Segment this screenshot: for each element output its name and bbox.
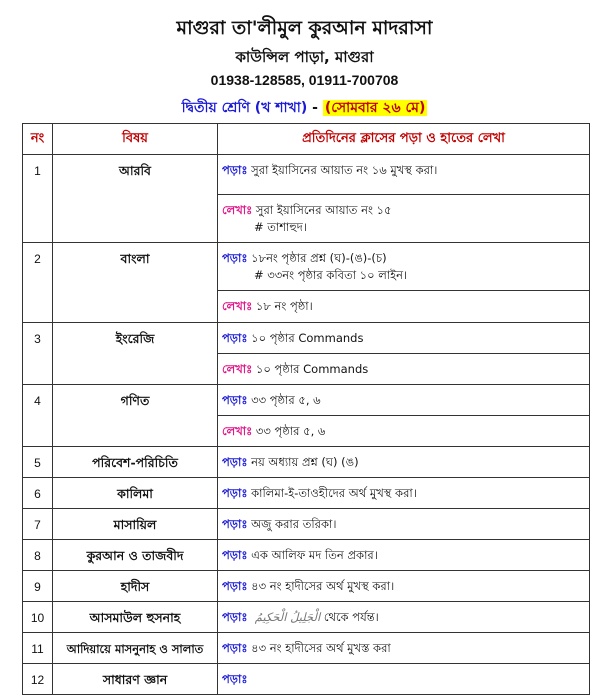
read-task: [218, 478, 590, 509]
read-text: অজু করার তরিকা।: [251, 517, 337, 531]
read-task: [218, 664, 590, 695]
table-row: [23, 385, 590, 416]
class-line: [0, 96, 609, 120]
read-end-text: পর্যন্ত।: [352, 610, 379, 624]
arabic-name-end: الْحَكِيمُ: [254, 610, 287, 624]
row-number: 1: [23, 155, 53, 243]
read-label: পড়াঃ: [222, 163, 248, 177]
row-number: 9: [23, 571, 53, 602]
write-task: [218, 195, 590, 243]
write-text: ১০ পৃষ্ঠার Commands: [255, 362, 369, 376]
write-label: লেখাঃ: [222, 362, 253, 376]
day-highlight: (সোমবার ২৬ মে): [324, 100, 426, 116]
row-number: 12: [23, 664, 53, 695]
row-number: 10: [23, 602, 53, 633]
read-task: [218, 155, 590, 195]
read-text: ১০ পৃষ্ঠার Commands: [251, 331, 364, 345]
row-subject: সাধারণ জ্ঞান: [53, 664, 218, 695]
read-task: [218, 540, 590, 571]
write-extra: # তাশাহুদ।: [254, 220, 307, 234]
read-mid-text: থেকে: [323, 610, 349, 624]
row-subject: বাংলা: [53, 243, 218, 323]
write-task: [218, 291, 590, 323]
read-label: পড়াঃ: [222, 486, 248, 500]
read-text: ৩৩ পৃষ্ঠার ৫, ৬: [251, 393, 321, 407]
row-number: 3: [23, 323, 53, 385]
read-text: ৪৩ নং হাদীসের অর্থ মুখস্থ করা।: [251, 579, 395, 593]
read-label: পড়াঃ: [222, 548, 248, 562]
header-subject: বিষয়: [53, 124, 218, 155]
write-text: ১৮ নং পৃষ্ঠা।: [255, 299, 313, 313]
write-text: সুরা ইয়াসিনের আয়াত নং ১৫: [255, 203, 392, 217]
read-task: [218, 509, 590, 540]
write-label: লেখাঃ: [222, 424, 253, 438]
row-subject: আদিয়ায়ে মাসনুনাহ ও সালাত: [53, 633, 218, 664]
write-label: লেখাঃ: [222, 299, 253, 313]
read-text: এক আলিফ মদ তিন প্রকার।: [251, 548, 378, 562]
row-number: 5: [23, 447, 53, 478]
row-number: 2: [23, 243, 53, 323]
row-subject: কালিমা: [53, 478, 218, 509]
table-row: [23, 447, 590, 478]
read-task: [218, 447, 590, 478]
class-separator: -: [307, 100, 323, 116]
table-row: [23, 155, 590, 195]
table-row: [23, 602, 590, 633]
read-label: পড়াঃ: [222, 455, 248, 469]
row-number: 11: [23, 633, 53, 664]
table-row: [23, 540, 590, 571]
write-text: ৩৩ পৃষ্ঠার ৫, ৬: [255, 424, 326, 438]
read-text: নয় অধ্যায় প্রশ্ন (ঘ) (ঙ): [251, 455, 359, 469]
read-text: সুরা ইয়াসিনের আয়াত নং ১৬ মুখস্থ করা।: [251, 163, 438, 177]
read-extra: # ৩৩নং পৃষ্ঠার কবিতা ১০ লাইন।: [254, 268, 408, 282]
read-label: পড়াঃ: [222, 610, 248, 624]
row-subject: ইংরেজি: [53, 323, 218, 385]
read-text: ১৮নং পৃষ্ঠার প্রশ্ন (ঘ)-(ঙ)-(চ): [251, 251, 387, 265]
read-text: কালিমা-ই-তাওহীদের অর্থ মুখস্থ করা।: [251, 486, 417, 500]
read-task: [218, 571, 590, 602]
table-row: [23, 323, 590, 354]
row-subject: আসমাউল হুসনাহ: [53, 602, 218, 633]
routine-table: [22, 123, 590, 695]
read-label: পড়াঃ: [222, 579, 248, 593]
row-subject: কুরআন ও তাজবীদ: [53, 540, 218, 571]
school-title: মাগুরা তা'লীমুল কুরআন মাদরাসা: [176, 17, 433, 39]
read-label: পড়াঃ: [222, 641, 248, 655]
header-no: নং: [23, 124, 53, 155]
table-row: [23, 633, 590, 664]
row-subject: পরিবেশ-পরিচিতি: [53, 447, 218, 478]
row-number: 7: [23, 509, 53, 540]
phone-numbers: 01938-128585, 01911-700708: [210, 72, 399, 88]
row-subject: হাদীস: [53, 571, 218, 602]
arabic-name-start: الْجَلِيلُ: [290, 610, 321, 624]
read-task: [218, 602, 590, 633]
row-number: 6: [23, 478, 53, 509]
write-task: [218, 354, 590, 385]
read-task: [218, 243, 590, 291]
read-label: পড়াঃ: [222, 393, 248, 407]
row-subject: গণিত: [53, 385, 218, 447]
table-row: [23, 509, 590, 540]
class-name: দ্বিতীয় শ্রেণি (খ শাখা): [181, 100, 308, 116]
row-subject: আরবি: [53, 155, 218, 243]
write-label: লেখাঃ: [222, 203, 253, 217]
row-number: 4: [23, 385, 53, 447]
row-number: 8: [23, 540, 53, 571]
table-header-row: [23, 124, 590, 155]
table-row: [23, 243, 590, 291]
table-row: [23, 664, 590, 695]
header-lesson: প্রতিদিনের ক্লাসের পড়া ও হাতের লেখা: [218, 124, 590, 155]
read-task: [218, 385, 590, 416]
write-task: [218, 416, 590, 447]
school-address: কাউন্সিল পাড়া, মাগুরা: [235, 48, 374, 66]
read-task: [218, 633, 590, 664]
table-row: [23, 478, 590, 509]
row-subject: মাসায়িল: [53, 509, 218, 540]
read-label: পড়াঃ: [222, 672, 248, 686]
table-row: [23, 571, 590, 602]
read-label: পড়াঃ: [222, 517, 248, 531]
read-text: ৪৩ নং হাদীসের অর্থ মুখস্ত করা: [251, 641, 391, 655]
read-task: [218, 323, 590, 354]
read-label: পড়াঃ: [222, 331, 248, 345]
read-label: পড়াঃ: [222, 251, 248, 265]
